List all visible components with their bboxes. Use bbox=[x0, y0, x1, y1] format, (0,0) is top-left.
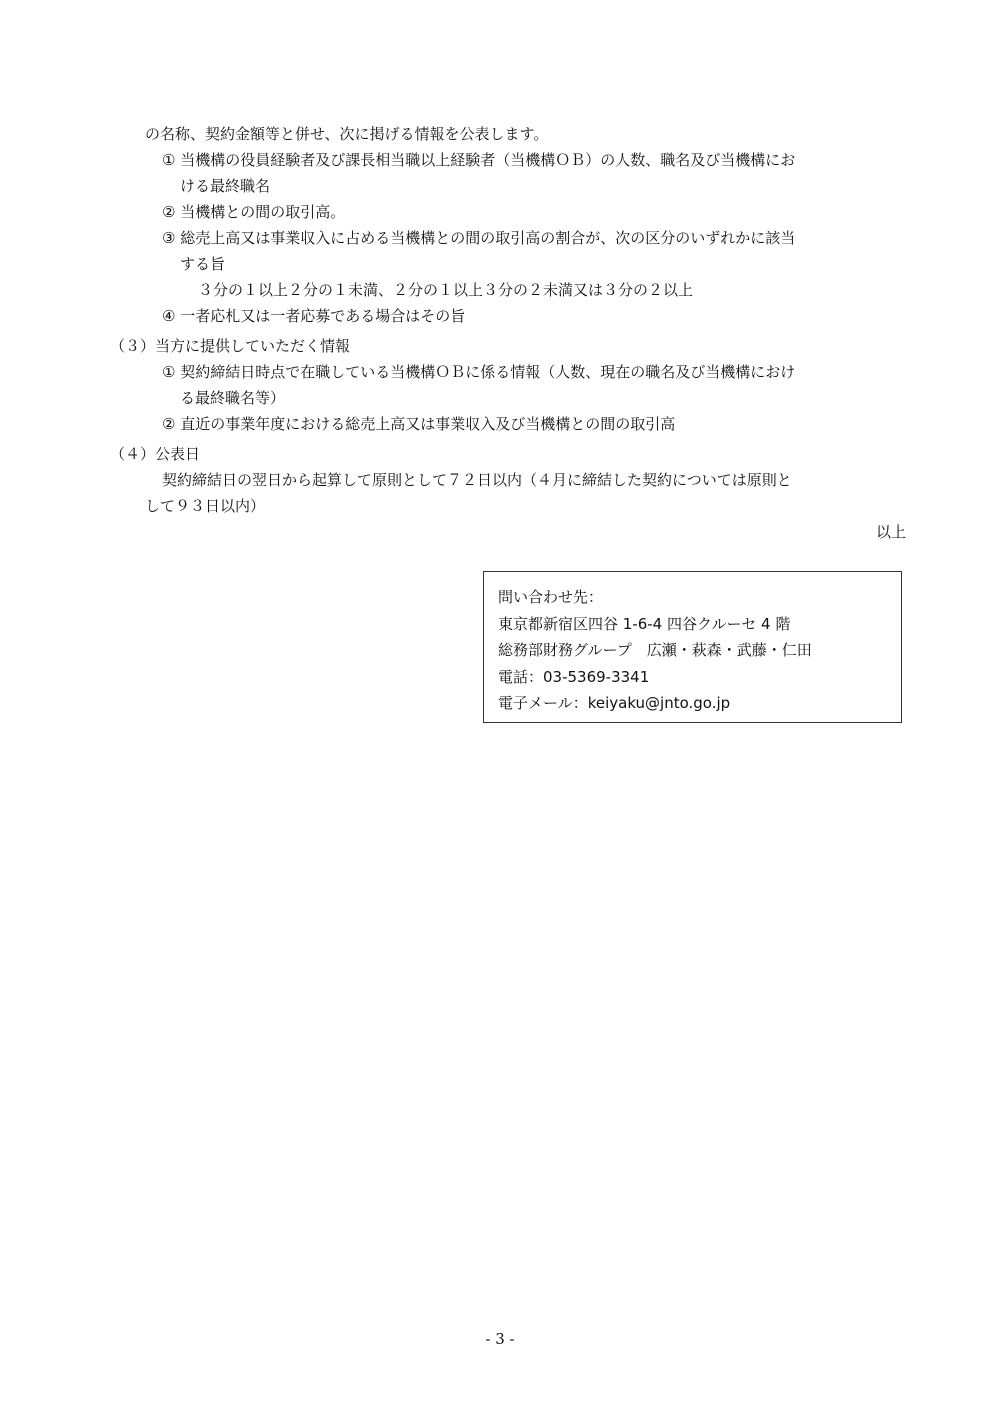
contact-box bbox=[483, 571, 902, 723]
list-item-1-continued: ける最終職名 bbox=[180, 177, 271, 195]
section-4-body-continued: して９３日以内） bbox=[145, 497, 266, 515]
list-item-2: ② 当機構との間の取引高。 bbox=[162, 203, 346, 221]
page-number: - 3 - bbox=[485, 1330, 515, 1348]
section-4-body: 契約締結日の翌日から起算して原則として７２日以内（４月に締結した契約については原則と bbox=[162, 471, 792, 489]
section-3-item-2: ② 直近の事業年度における総売上高又は事業収入及び当機構との間の取引高 bbox=[162, 415, 676, 433]
contact-email: 電子メール：keiyaku@jnto.go.jp bbox=[498, 694, 731, 712]
list-item-4: ④ 一者応札又は一者応募である場合はその旨 bbox=[162, 307, 466, 325]
list-item-3-ratio-categories: ３分の１以上２分の１未満、２分の１以上３分の２未満又は３分の２以上 bbox=[198, 281, 694, 299]
contact-address: 東京都新宿区四谷 1-6-4 四谷クルーセ 4 階 bbox=[498, 614, 791, 633]
contact-phone: 電話：03-5369-3341 bbox=[498, 667, 650, 686]
section-3-item-1-continued: る最終職名等） bbox=[180, 389, 286, 407]
section-3-item-1: ① 契約締結日時点で在職している当機構ＯＢに係る情報（人数、現在の職名及び当機構におけ bbox=[162, 363, 796, 381]
section-3-heading: （３）当方に提供していただく情報 bbox=[110, 337, 351, 355]
section-4-heading: （４）公表日 bbox=[110, 445, 201, 463]
closing-mark: 以上 bbox=[876, 523, 907, 541]
list-item-1: ① 当機構の役員経験者及び課長相当職以上経験者（当機構ＯＢ）の人数、職名及び当機構にお bbox=[162, 151, 796, 169]
list-item-3: ③ 総売上高又は事業収入に占める当機構との間の取引高の割合が、次の区分のいずれかに該当 bbox=[162, 229, 796, 247]
contact-heading: 問い合わせ先： bbox=[498, 588, 604, 606]
list-item-3-continued: する旨 bbox=[180, 255, 226, 273]
intro-line: の名称、契約金額等と併せ、次に掲げる情報を公表します。 bbox=[145, 125, 549, 143]
contact-department: 総務部財務グループ 広瀬・萩森・武藤・仁田 bbox=[498, 641, 812, 659]
